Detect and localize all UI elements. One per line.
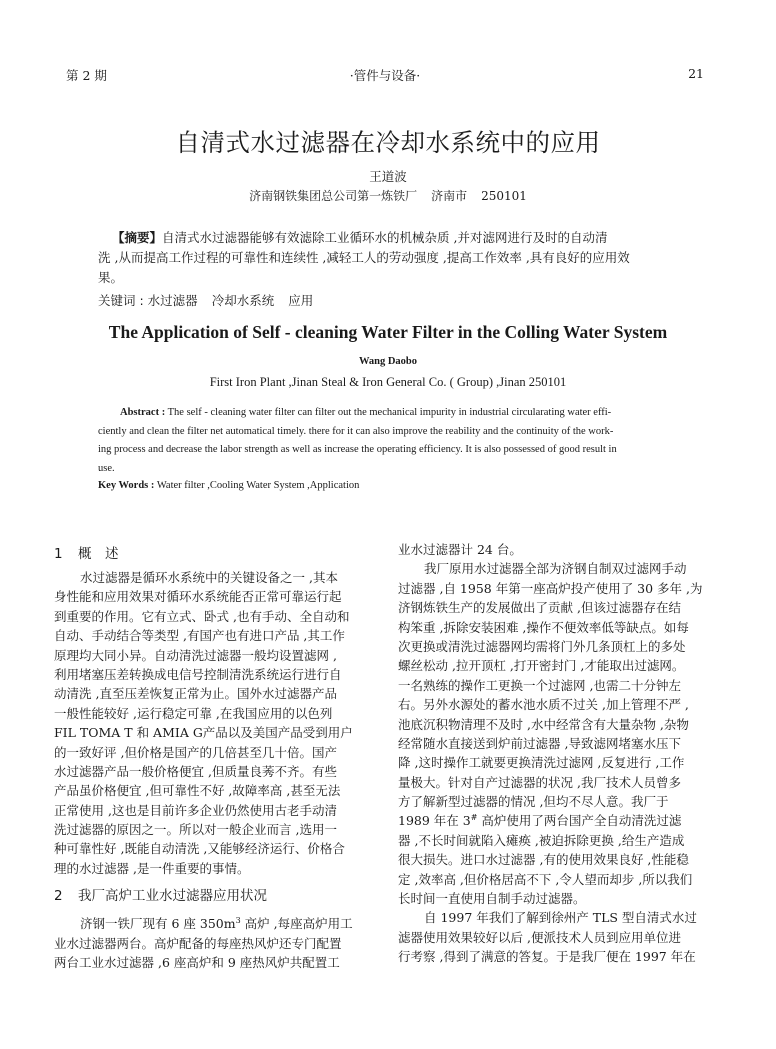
paragraph-line: 济钢一铁厂现有 6 座 $350m^3$ 高炉 ,每座高炉用工 bbox=[80, 916, 353, 932]
affiliation-cn bbox=[0, 187, 776, 204]
paragraph-line: 我厂原用水过滤器全部为济钢自制双过滤网手动 bbox=[424, 561, 687, 577]
paragraph-line: 的一致好评 ,但价格是国产的几倍甚至几十倍。国产 bbox=[54, 744, 337, 760]
paragraph-line: 经常随水直接送到炉前过滤器 ,导致滤网堵塞水压下 bbox=[398, 735, 681, 751]
paragraph-line: 构笨重 ,拆除安装困难 ,操作不便效率低等缺点。如每 bbox=[398, 619, 689, 635]
paragraph-line: 身性能和应用效果对循环水系统能否正常可靠运行起 bbox=[54, 589, 342, 605]
paragraph-line: 螺丝松动 ,拉开顶杠 ,打开密封门 ,才能取出过滤网。 bbox=[398, 658, 685, 674]
abstract-cn-line: 【摘要】自清式水过滤器能够有效滤除工业循环水的机械杂质 ,并对滤网进行及时的自动清 bbox=[112, 230, 608, 245]
paragraph-line: 方了解新型过滤器的情况 ,但均不尽人意。我厂于 bbox=[398, 794, 669, 810]
abstract-cn-line: 果。 bbox=[98, 270, 124, 285]
paragraph-line: 水过滤器是循环水系统中的关键设备之一 ,其本 bbox=[80, 570, 338, 585]
paragraph-line: 过滤器 ,自 1958 年第一座高炉投产使用了 30 多年 ,为 bbox=[398, 580, 703, 596]
keyword: 应用 bbox=[288, 293, 314, 308]
keywords-cn bbox=[98, 291, 686, 309]
paragraph-line: 业水过滤器计 24 台。 bbox=[398, 542, 522, 557]
journal-section: ·管件与设备· bbox=[349, 68, 421, 83]
page-number: 21 bbox=[688, 66, 704, 81]
paragraph-line: 原理均大同小异。自动清洗过滤器一般均设置滤网 , bbox=[54, 647, 337, 663]
paragraph-line: 1989 年在 3# 高炉使用了两台国产全自动清洗过滤 bbox=[398, 813, 682, 829]
author-cn: 王道波 bbox=[369, 169, 407, 184]
abstract-cn-line: 洗 ,从而提高工作过程的可靠性和连续性 ,减轻工人的劳动强度 ,提高工作效率 ,具有良好的应用效 bbox=[98, 250, 630, 265]
paragraph-line: 洗过滤器的原因之一。所以对一般企业而言 ,选用一 bbox=[54, 822, 337, 838]
paragraph-line: 正常使用 ,这也是目前许多企业仍然使用古老手动清 bbox=[54, 802, 337, 818]
paragraph-line: 一般性能较好 ,运行稳定可靠 ,在我国应用的以色列 bbox=[54, 705, 333, 721]
abstract-en-line: ciently and clean the filter net automatical timely. there for it can also improve the reability and the continuity of the work- bbox=[98, 425, 614, 437]
section-heading-2 bbox=[54, 882, 378, 910]
author-en: Wang Daobo bbox=[358, 356, 418, 367]
keywords-cn-label: 关键词 : bbox=[98, 293, 144, 308]
paragraph-line: 右。另外水源处的蓄水池水质不过关 ,加上管理不严 , bbox=[398, 697, 689, 713]
paper-title-en: The Application of Self - cleaning Water Filter in the Colling Water System bbox=[108, 322, 668, 342]
affiliation-org: 济南钢铁集团总公司第一炼铁厂 bbox=[249, 189, 418, 203]
paragraph-line: 次更换或清洗过滤器网均需将门外几条顶杠上的多处 bbox=[398, 638, 686, 654]
paragraph-line: 济钢炼铁生产的发展做出了贡献 ,但该过滤器存在结 bbox=[398, 600, 681, 616]
keyword: 冷却水系统 bbox=[211, 293, 275, 308]
affiliation-postcode: 250101 bbox=[481, 189, 527, 203]
abstract-en-line: ing process and decrease the labor strength as well as increase the operating efficiency. It is also possessed of good result in bbox=[98, 444, 617, 455]
paragraph-line: 到重要的作用。它有立式、卧式 ,也有手动、全自动和 bbox=[54, 608, 350, 624]
paragraph-line: 量极大。针对自产过滤器的状况 ,我厂技术人员曾多 bbox=[398, 774, 681, 790]
paragraph-line: 两台工业水过滤器 ,6 座高炉和 9 座热风炉共配置工 bbox=[54, 955, 340, 971]
section-title: 我厂高炉工业水过滤器应用状况 bbox=[78, 888, 267, 905]
section-number: 1 bbox=[54, 546, 63, 562]
paragraph-line: 器 ,不长时间就陷入瘫痪 ,被迫拆除更换 ,给生产造成 bbox=[398, 832, 685, 848]
paragraph-line: 滤器使用效果较好以后 ,便派技术人员到应用单位进 bbox=[398, 929, 681, 945]
paragraph-line: 很大损失。进口水过滤器 ,有的使用效果良好 ,性能稳 bbox=[398, 852, 689, 868]
paragraph-line: 自 1997 年我们了解到徐州产 TLS 型自清式水过 bbox=[424, 910, 697, 926]
section-heading-1 bbox=[54, 540, 378, 568]
keyword: 水过滤器 bbox=[147, 293, 198, 308]
paragraph-line: 自动、手动结合等类型 ,有国产也有进口产品 ,其工作 bbox=[54, 628, 345, 644]
paragraph-line: 一名熟练的操作工更换一个过滤网 ,也需二十分钟左 bbox=[398, 677, 681, 693]
body-column-right bbox=[398, 540, 722, 967]
affiliation-en: First Iron Plant ,Jinan Steal & Iron General Co. ( Group) ,Jinan 250101 bbox=[209, 375, 567, 389]
abstract-cn-label: 【摘要】 bbox=[112, 230, 163, 245]
paragraph-line: 长时间一直使用自制手动过滤器。 bbox=[398, 891, 586, 907]
abstract-en-label: Abstract : bbox=[120, 407, 166, 418]
section-title: 概 述 bbox=[78, 546, 119, 562]
abstract-en-line: use. bbox=[98, 462, 115, 474]
keywords-en bbox=[98, 480, 686, 491]
paragraph-line: 动清洗 ,直至压差恢复正常为止。国外水过滤器产品 bbox=[54, 686, 337, 702]
section-number: 2 bbox=[54, 888, 63, 905]
running-head bbox=[66, 66, 704, 84]
body-column-left bbox=[54, 540, 378, 972]
keywords-en-values: Water filter ,Cooling Water System ,Application bbox=[156, 480, 360, 491]
issue-number: 第 2 期 bbox=[66, 68, 107, 83]
abstract-en-line: Abstract : The self - cleaning water filter can filter out the mechanical impurity in industrial circularating water effi- bbox=[120, 407, 612, 418]
paragraph-line: 水过滤器产品一般价格便宜 ,但质量良莠不齐。有些 bbox=[54, 763, 337, 779]
paragraph-line: 利用堵塞压差转换成电信号控制清洗系统运行进行自 bbox=[54, 666, 342, 682]
paragraph-line: 定 ,效率高 ,但价格居高不下 ,令人望而却步 ,所以我们 bbox=[398, 871, 693, 887]
paper-title-cn: 自清式水过滤器在冷却水系统中的应用 bbox=[175, 128, 601, 157]
keywords-en-label: Key Words : bbox=[98, 480, 155, 491]
paragraph-line: 理的水过滤器 ,是一件重要的事情。 bbox=[54, 860, 250, 876]
paragraph-line: 行考察 ,得到了满意的答复。于是我厂便在 1997 年在 bbox=[398, 949, 696, 965]
abstract-en bbox=[98, 404, 686, 478]
paragraph-line: 业水过滤器两台。高炉配备的每座热风炉还专门配置 bbox=[54, 935, 342, 951]
affiliation-city: 济南市 bbox=[431, 189, 468, 203]
paragraph-line: 种可靠性好 ,既能自动清洗 ,又能够经济运行、价格合 bbox=[54, 841, 345, 857]
paragraph-line: 降 ,这时操作工就要更换清洗过滤网 ,反复进行 ,工作 bbox=[398, 755, 685, 771]
paragraph-line: FIL TOMA T 和 AMIA G产品以及美国产品受到用户 bbox=[54, 725, 353, 741]
abstract-cn bbox=[98, 228, 686, 288]
paragraph-line: 产品虽价格便宜 ,但可靠性不好 ,故障率高 ,甚至无法 bbox=[54, 783, 341, 799]
paragraph-line: 池底沉积物清理不及时 ,水中经常含有大量杂物 ,杂物 bbox=[398, 716, 689, 732]
